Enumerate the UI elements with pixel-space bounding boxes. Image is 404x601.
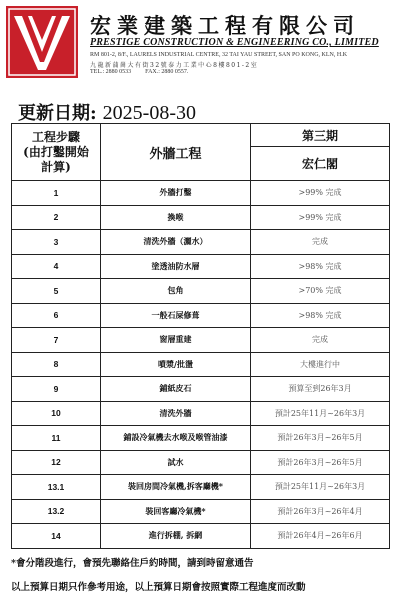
task-cell: 清洗外牆	[101, 401, 251, 426]
letterhead	[0, 0, 404, 96]
task-cell: 噴漿/批盪	[101, 352, 251, 377]
task-cell: 鋪設冷氣機去水喉及喉管油漆	[101, 426, 251, 451]
table-row	[12, 181, 390, 206]
header-work: 外牆工程	[101, 124, 251, 181]
status-cell: 預計26年3月~26年4月	[251, 499, 390, 524]
status-cell: 完成	[251, 328, 390, 353]
step-cell: 13.2	[12, 499, 101, 524]
task-cell: 外牆打鑿	[101, 181, 251, 206]
header-phase: 第三期	[251, 124, 390, 147]
table-row	[12, 426, 390, 451]
table-row	[12, 328, 390, 353]
company-logo	[6, 6, 78, 78]
step-cell: 4	[12, 254, 101, 279]
table-row	[12, 303, 390, 328]
task-cell: 換喉	[101, 205, 251, 230]
table-row	[12, 499, 390, 524]
status-cell: 完成	[251, 230, 390, 255]
step-cell: 6	[12, 303, 101, 328]
step-cell: 10	[12, 401, 101, 426]
step-cell: 13.1	[12, 475, 101, 500]
task-cell: 裝回房間冷氣機,拆客廳機*	[101, 475, 251, 500]
date-value: 2025-08-30	[102, 102, 196, 124]
company-name-chinese: 宏業建築工程有限公司	[90, 13, 360, 38]
status-cell: 預計26年4月~26年6月	[251, 524, 390, 549]
header-step: 工程步驟 (由打鑿開始 計算)	[12, 124, 101, 181]
task-cell: 窗層重建	[101, 328, 251, 353]
step-cell: 14	[12, 524, 101, 549]
task-cell: 包角	[101, 279, 251, 304]
step-cell: 8	[12, 352, 101, 377]
task-cell: 試水	[101, 450, 251, 475]
step-cell: 11	[12, 426, 101, 451]
table-row	[12, 205, 390, 230]
task-cell: 一般石屎修葺	[101, 303, 251, 328]
status-cell: >99% 完成	[251, 181, 390, 206]
task-cell: 塗透油防水層	[101, 254, 251, 279]
table-row	[12, 450, 390, 475]
telephone: TEL.: 2880 0533	[90, 69, 132, 75]
step-cell: 2	[12, 205, 101, 230]
address-chinese: 九龍新蒲崗大有街32號泰力工業中心8樓801-2室	[90, 62, 259, 69]
status-cell: >98% 完成	[251, 254, 390, 279]
note-disclaimer: 以上預算日期只作參考用途，以上預算日期會按照實際工程進度而改動	[11, 582, 306, 593]
table-row	[12, 230, 390, 255]
step-cell: 1	[12, 181, 101, 206]
step-cell: 5	[12, 279, 101, 304]
table-row	[12, 401, 390, 426]
status-cell: 預計25年11月~26年3月	[251, 401, 390, 426]
status-cell: 預計26年3月~26年5月	[251, 450, 390, 475]
status-cell: >70% 完成	[251, 279, 390, 304]
address-english: RM 801-2, 8/F., LAURELS INDUSTRIAL CENTRE, 32 TAI YAU STREET, SAN PO KONG, KLN, H.K	[90, 52, 348, 58]
date-label: 更新日期:	[18, 103, 97, 124]
table-row	[12, 377, 390, 402]
table-row	[12, 475, 390, 500]
task-cell: 清洗外牆（灑水）	[101, 230, 251, 255]
contact-line	[90, 69, 202, 75]
table-row	[12, 352, 390, 377]
task-cell: 鋪紙皮石	[101, 377, 251, 402]
task-cell: 進行拆棚, 拆網	[101, 524, 251, 549]
step-cell: 9	[12, 377, 101, 402]
fax: FAX.: 2880 0557.	[145, 69, 189, 75]
step-cell: 7	[12, 328, 101, 353]
note-staged: *會分階段進行，會預先聯絡住戶約時間，請到時留意通告	[11, 558, 254, 569]
table-row	[12, 279, 390, 304]
status-cell: 預計26年3月~26年5月	[251, 426, 390, 451]
update-date	[18, 99, 196, 125]
status-cell: 預算至到26年3月	[251, 377, 390, 402]
status-cell: 預計25年11月~26年3月	[251, 475, 390, 500]
status-cell: 大樓進行中	[251, 352, 390, 377]
step-cell: 12	[12, 450, 101, 475]
status-cell: >98% 完成	[251, 303, 390, 328]
table-row	[12, 254, 390, 279]
step-cell: 3	[12, 230, 101, 255]
progress-table	[11, 123, 390, 549]
task-cell: 裝回客廳冷氣機*	[101, 499, 251, 524]
company-name-english: PRESTIGE CONSTRUCTION & ENGINEERING CO., LIMITED	[90, 37, 379, 48]
header-building: 宏仁閣	[251, 147, 390, 181]
status-cell: >99% 完成	[251, 205, 390, 230]
table-row	[12, 524, 390, 549]
